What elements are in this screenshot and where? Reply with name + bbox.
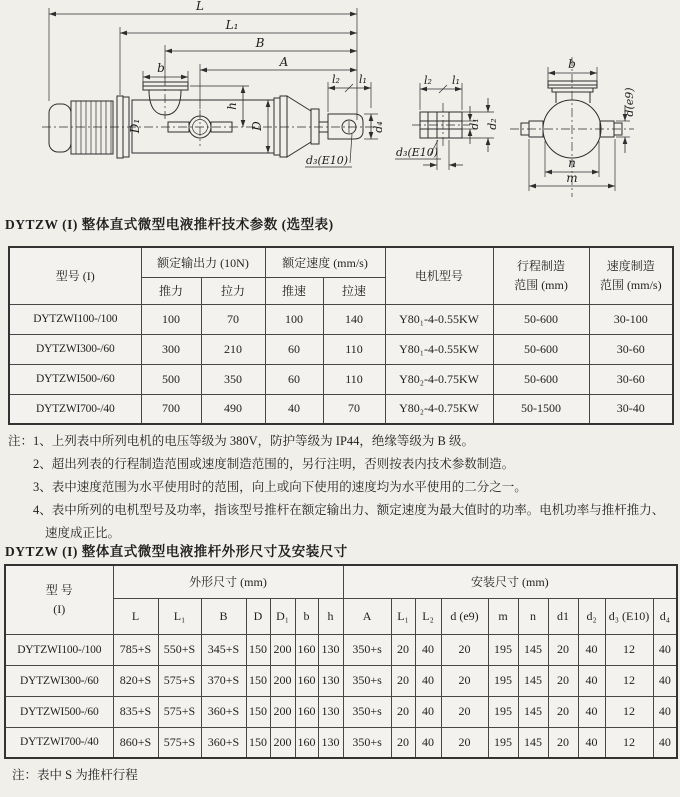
col-header-speed-range: 速度制造 范围 (mm/s) bbox=[589, 247, 673, 304]
col-header: L₁ bbox=[391, 598, 415, 634]
cell: 40 bbox=[415, 696, 441, 727]
dim-label-h: h bbox=[225, 102, 239, 110]
cell: 20 bbox=[441, 634, 488, 665]
drawing-canvas bbox=[0, 0, 680, 213]
cell: 12 bbox=[605, 634, 653, 665]
table-row bbox=[9, 394, 673, 424]
table-footnote: 注：表中 S 为推杆行程 bbox=[12, 768, 138, 782]
section1-title: DYTZW (I) 整体直式微型电液推杆技术参数 (选型表) bbox=[5, 217, 334, 232]
cell: 130 bbox=[318, 665, 343, 696]
cell: 60 bbox=[265, 364, 323, 394]
cell: 140 bbox=[323, 304, 385, 334]
table-row bbox=[5, 665, 677, 696]
cell: 145 bbox=[518, 727, 548, 758]
dim-label-l2: l₂ bbox=[332, 73, 340, 86]
cell: 835+S bbox=[113, 696, 158, 727]
cell-model: DYTZWI300-/60 bbox=[9, 334, 141, 364]
col-header: d₂ bbox=[578, 598, 605, 634]
table-row bbox=[5, 727, 677, 758]
end-view bbox=[510, 57, 636, 197]
cell: 195 bbox=[488, 665, 518, 696]
cell: 100 bbox=[265, 304, 323, 334]
col-header: m bbox=[488, 598, 518, 634]
dim-label-d3: d₃(E10) bbox=[396, 146, 439, 159]
cell: 30-60 bbox=[589, 334, 673, 364]
notes-block bbox=[8, 430, 674, 545]
col-header: A bbox=[343, 598, 391, 634]
cone bbox=[287, 96, 311, 157]
cell: 145 bbox=[518, 665, 548, 696]
cell: 40 bbox=[653, 634, 677, 665]
dim-label-A: A bbox=[279, 55, 289, 69]
cell: 200 bbox=[270, 727, 295, 758]
cell: 350+s bbox=[343, 727, 391, 758]
dim-label-n: n bbox=[568, 156, 576, 170]
cell: 360+S bbox=[201, 727, 246, 758]
cell: 100 bbox=[141, 304, 201, 334]
side-view bbox=[42, 0, 385, 167]
note-line: 2、超出列表的行程制造范围或速度制造范围的，另行注明，否则按表内技术参数制造。 bbox=[33, 457, 515, 471]
cell: 150 bbox=[246, 634, 270, 665]
col-header-model: 型号 (I) bbox=[9, 247, 141, 304]
cell: 860+S bbox=[113, 727, 158, 758]
cell: 30-100 bbox=[589, 304, 673, 334]
col-header: d (e9) bbox=[441, 598, 488, 634]
cell: 20 bbox=[391, 665, 415, 696]
cell-model: DYTZWI100-/100 bbox=[5, 634, 113, 665]
cell: 12 bbox=[605, 696, 653, 727]
cell: 20 bbox=[441, 727, 488, 758]
cell: 40 bbox=[578, 696, 605, 727]
cell: 40 bbox=[653, 696, 677, 727]
table-row bbox=[5, 634, 677, 665]
cell: 50-600 bbox=[493, 334, 589, 364]
note-line: 3、表中速度范围为水平使用时的范围，向上或向下使用的速度均为水平使用的二分之一。 bbox=[33, 480, 527, 494]
rod-end-block bbox=[328, 114, 363, 139]
dim-label-d1: d₁ bbox=[468, 118, 481, 130]
dim-label-d4: d₄ bbox=[372, 121, 385, 133]
port-neck-plate bbox=[552, 88, 593, 92]
cell: 70 bbox=[323, 394, 385, 424]
cell: 785+S bbox=[113, 634, 158, 665]
dim-label-l2: l₂ bbox=[424, 74, 432, 87]
cell: 150 bbox=[246, 727, 270, 758]
rod-guide bbox=[311, 109, 319, 144]
cell: 12 bbox=[605, 665, 653, 696]
col-header-push-speed: 推速 bbox=[265, 277, 323, 304]
table-row bbox=[9, 334, 673, 364]
technical-drawings bbox=[0, 0, 680, 213]
cell: 500 bbox=[141, 364, 201, 394]
cell: 160 bbox=[295, 665, 318, 696]
col-header: D₁ bbox=[270, 598, 295, 634]
cell: 370+S bbox=[201, 665, 246, 696]
cell: 350+s bbox=[343, 665, 391, 696]
cell: 200 bbox=[270, 665, 295, 696]
cell-model: DYTZWI500-/60 bbox=[9, 364, 141, 394]
cell: 195 bbox=[488, 696, 518, 727]
dim-label-B: B bbox=[255, 36, 265, 50]
col-header: n bbox=[518, 598, 548, 634]
cell: 345+S bbox=[201, 634, 246, 665]
col-header: d1 bbox=[548, 598, 578, 634]
dim-label-d2: d₂ bbox=[486, 118, 499, 130]
note-line: 4、表中所列的电机型号及功率，指该型号推杆在额定输出力、额定速度为最大值时的功率。电机功率与推杆推力、 bbox=[33, 503, 665, 517]
col-header: B bbox=[201, 598, 246, 634]
dimension-table bbox=[4, 564, 678, 759]
dim-label-L: L bbox=[196, 0, 204, 13]
cell-motor: Y80₁-4-0.55KW bbox=[385, 304, 493, 334]
cell: 210 bbox=[201, 334, 265, 364]
col-header-pull-force: 拉力 bbox=[201, 277, 265, 304]
cell-motor: Y80₁-4-0.55KW bbox=[385, 334, 493, 364]
cell: 200 bbox=[270, 696, 295, 727]
cell: 40 bbox=[653, 665, 677, 696]
col-header-output-force: 额定输出力 (10N) bbox=[141, 247, 265, 277]
cell: 150 bbox=[246, 665, 270, 696]
motor-fins bbox=[76, 101, 111, 154]
rod-end-section-view bbox=[395, 74, 499, 170]
cell: 130 bbox=[318, 634, 343, 665]
dim-label-l1: l₁ bbox=[452, 74, 460, 87]
section-view-dimensions bbox=[395, 74, 499, 170]
spec-table bbox=[8, 246, 674, 425]
cell-motor: Y80₂-4-0.75KW bbox=[385, 394, 493, 424]
table-row bbox=[9, 364, 673, 394]
cell: 30-60 bbox=[589, 364, 673, 394]
end-view-dimensions bbox=[529, 57, 636, 191]
cell: 195 bbox=[488, 634, 518, 665]
col-header-speed: 额定速度 (mm/s) bbox=[265, 247, 385, 277]
col-header: L₁ bbox=[158, 598, 201, 634]
cell: 40 bbox=[578, 665, 605, 696]
cell: 50-600 bbox=[493, 304, 589, 334]
dim-label-d3: d₃(E10) bbox=[306, 154, 349, 167]
cell-model: DYTZWI100-/100 bbox=[9, 304, 141, 334]
col-header-motor: 电机型号 bbox=[385, 247, 493, 304]
cell: 20 bbox=[441, 696, 488, 727]
cell: 150 bbox=[246, 696, 270, 727]
cell-model: DYTZWI500-/60 bbox=[5, 696, 113, 727]
cell-model: DYTZWI700-/40 bbox=[5, 727, 113, 758]
col-header-model: 型 号 (I) bbox=[5, 565, 113, 634]
cell: 40 bbox=[415, 665, 441, 696]
cell: 195 bbox=[488, 727, 518, 758]
cell: 820+S bbox=[113, 665, 158, 696]
cell: 40 bbox=[653, 727, 677, 758]
cell: 20 bbox=[548, 665, 578, 696]
dim-label-L1: L₁ bbox=[225, 18, 239, 32]
cell-model: DYTZWI700-/40 bbox=[9, 394, 141, 424]
cell: 20 bbox=[391, 696, 415, 727]
table-row bbox=[5, 696, 677, 727]
section2-title: DYTZW (I) 整体直式微型电液推杆外形尺寸及安装尺寸 bbox=[5, 544, 348, 559]
cell: 40 bbox=[578, 727, 605, 758]
cell: 60 bbox=[265, 334, 323, 364]
cell: 160 bbox=[295, 727, 318, 758]
cell: 30-40 bbox=[589, 394, 673, 424]
cell: 130 bbox=[318, 696, 343, 727]
cell: 40 bbox=[265, 394, 323, 424]
side-view-dimensions bbox=[49, 0, 385, 167]
cell: 70 bbox=[201, 304, 265, 334]
port-flange bbox=[548, 81, 597, 85]
cell: 350+s bbox=[343, 696, 391, 727]
cell: 50-600 bbox=[493, 364, 589, 394]
col-header: b bbox=[295, 598, 318, 634]
motor-body bbox=[71, 101, 113, 154]
table-row bbox=[9, 304, 673, 334]
cell: 20 bbox=[391, 727, 415, 758]
cell: 350+s bbox=[343, 634, 391, 665]
notes-label: 注： bbox=[8, 434, 34, 448]
cell: 360+S bbox=[201, 696, 246, 727]
cell: 145 bbox=[518, 696, 548, 727]
port-flange bbox=[143, 86, 188, 90]
cell: 110 bbox=[323, 334, 385, 364]
cell: 40 bbox=[578, 634, 605, 665]
dim-label-m: m bbox=[566, 171, 578, 185]
note-line: 注： 1、上列表中所列电机的电压等级为 380V，防护等级为 IP44，绝缘等级为 B 级。 bbox=[8, 430, 674, 453]
cell: 110 bbox=[323, 364, 385, 394]
cell-motor: Y80₂-4-0.75KW bbox=[385, 364, 493, 394]
dim-label-b: b bbox=[157, 61, 165, 75]
cell: 300 bbox=[141, 334, 201, 364]
col-header-stroke-range: 行程制造 范围 (mm) bbox=[493, 247, 589, 304]
col-header: L bbox=[113, 598, 158, 634]
dim-label-D1: D₁ bbox=[128, 118, 142, 134]
cell: 20 bbox=[548, 634, 578, 665]
cell: 145 bbox=[518, 634, 548, 665]
cell: 50-1500 bbox=[493, 394, 589, 424]
cell: 575+S bbox=[158, 727, 201, 758]
dim-label-D: D bbox=[250, 121, 264, 131]
end-flange bbox=[274, 98, 280, 155]
cell: 12 bbox=[605, 727, 653, 758]
end-flange bbox=[280, 96, 287, 157]
cell: 160 bbox=[295, 634, 318, 665]
dim-label-b: b bbox=[568, 57, 576, 71]
dim-label-de9: d(e9) bbox=[623, 87, 636, 117]
cell: 20 bbox=[548, 727, 578, 758]
cell: 700 bbox=[141, 394, 201, 424]
cell: 20 bbox=[391, 634, 415, 665]
motor-cap bbox=[49, 104, 71, 152]
cell: 575+S bbox=[158, 665, 201, 696]
col-header: d₃ (E10) bbox=[605, 598, 653, 634]
cell: 490 bbox=[201, 394, 265, 424]
col-header: d₄ bbox=[653, 598, 677, 634]
note-line: 速度成正比。 bbox=[45, 526, 121, 540]
group-header-install: 安装尺寸 (mm) bbox=[343, 565, 677, 598]
col-header-push-force: 推力 bbox=[141, 277, 201, 304]
cell: 20 bbox=[548, 696, 578, 727]
col-header: L₂ bbox=[415, 598, 441, 634]
cell: 40 bbox=[415, 634, 441, 665]
group-header-outline: 外形尺寸 (mm) bbox=[113, 565, 343, 598]
col-header-pull-speed: 拉速 bbox=[323, 277, 385, 304]
cell: 575+S bbox=[158, 696, 201, 727]
cell: 550+S bbox=[158, 634, 201, 665]
cell: 40 bbox=[415, 727, 441, 758]
cell: 130 bbox=[318, 727, 343, 758]
cell: 350 bbox=[201, 364, 265, 394]
cell-model: DYTZWI300-/60 bbox=[5, 665, 113, 696]
port-flange bbox=[143, 82, 188, 86]
cell: 20 bbox=[441, 665, 488, 696]
dim-label-l1: l₁ bbox=[359, 73, 367, 86]
cell: 200 bbox=[270, 634, 295, 665]
col-header: D bbox=[246, 598, 270, 634]
cell: 160 bbox=[295, 696, 318, 727]
col-header: h bbox=[318, 598, 343, 634]
